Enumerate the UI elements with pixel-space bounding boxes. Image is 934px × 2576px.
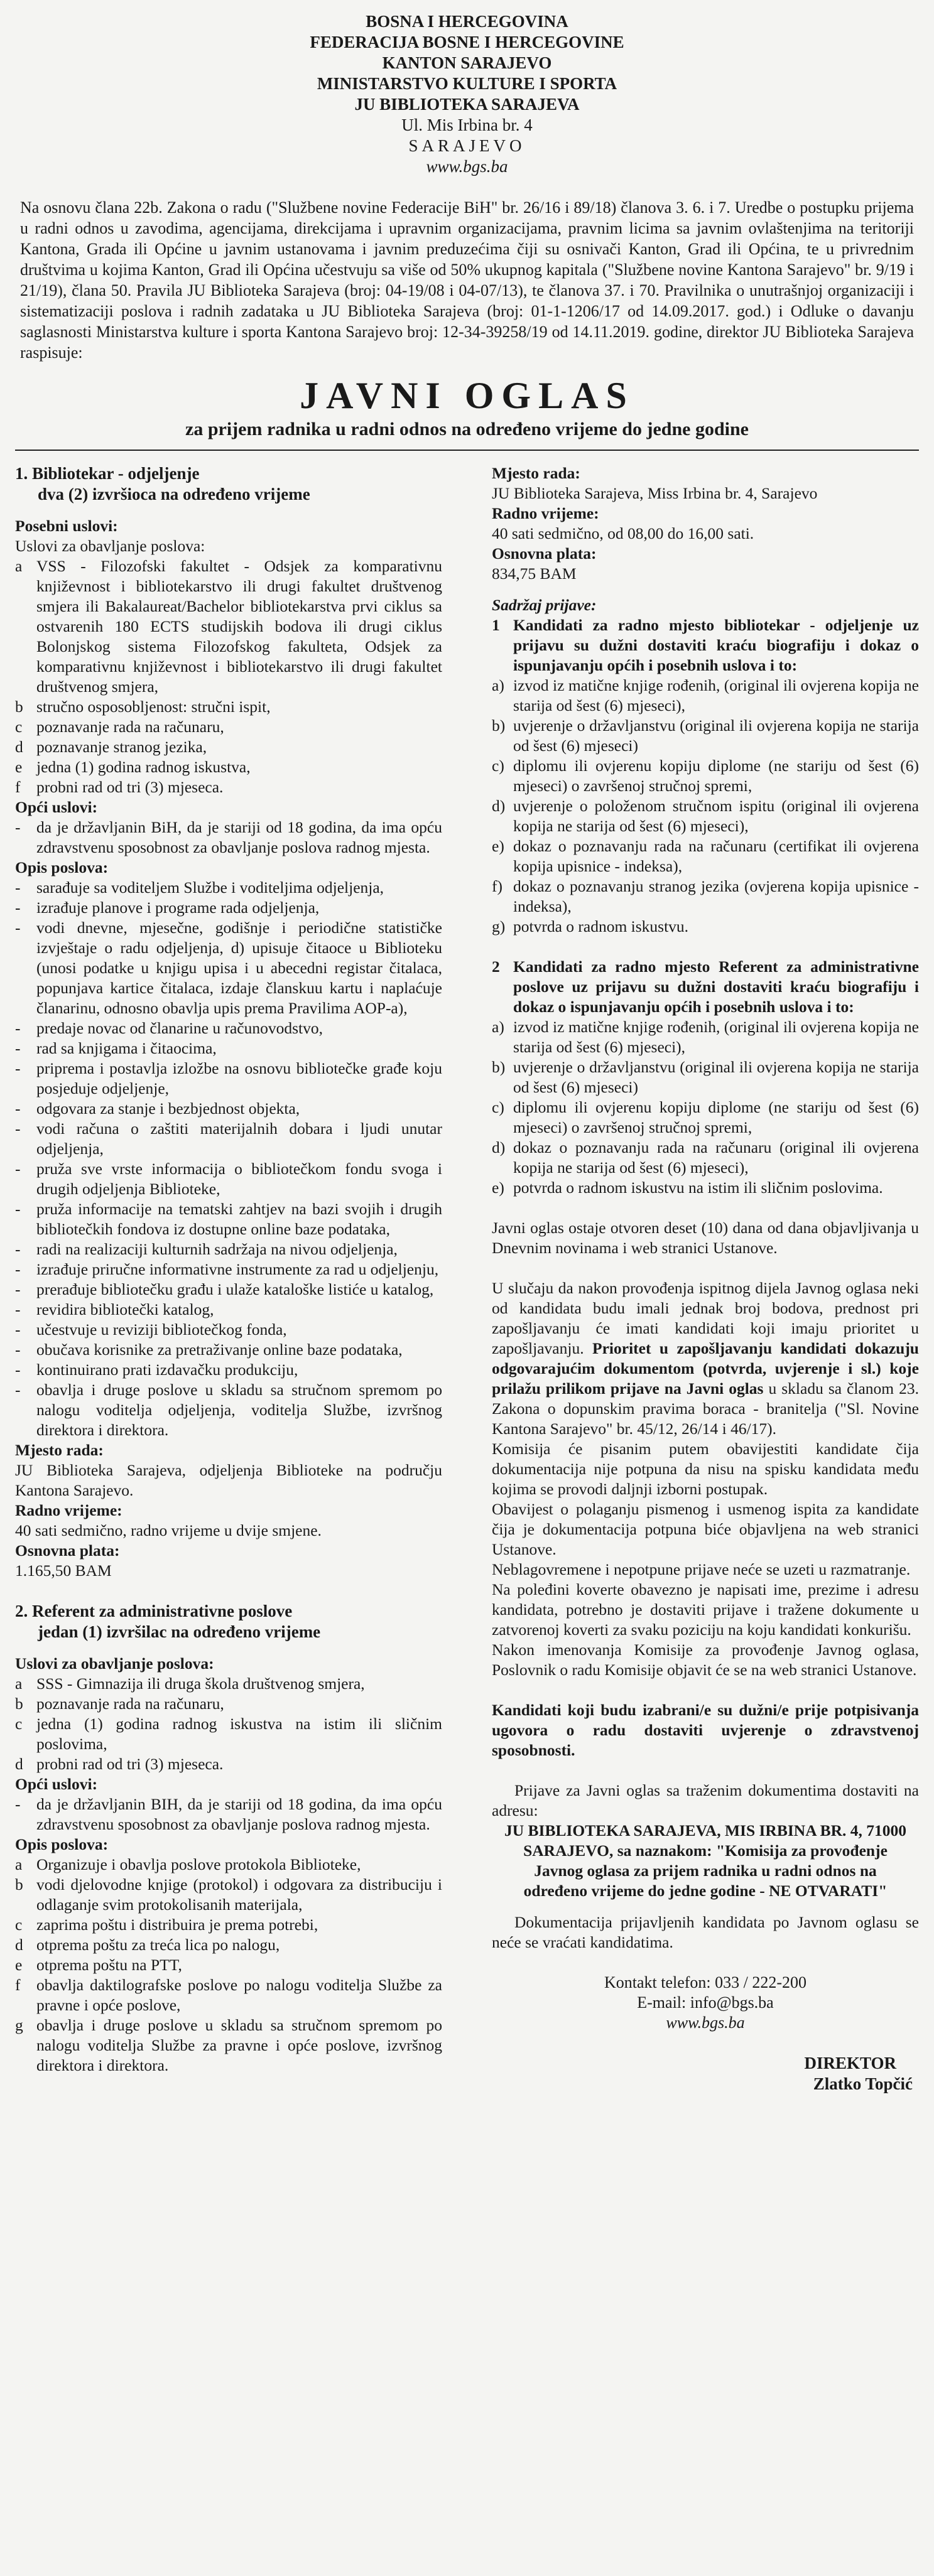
- list-text: izvod iz matične knjige rođenih, (original ili ovjerena kopija ne starija od šest (6) mjeseci),: [513, 1018, 919, 1056]
- list-item: [15, 1119, 442, 1159]
- list-text: uvjerenje o državljanstvu (original ili ovjerena kopija ne starija od šest (6) mjeseci): [513, 716, 919, 755]
- list-item: [15, 1018, 442, 1038]
- list-text: SSS - Gimnazija ili druga škola društvenog smjera,: [36, 1674, 365, 1693]
- section-label: Uslovi za obavljanje poslova:: [15, 1654, 214, 1673]
- list-item: [15, 1855, 442, 1875]
- header-web: www.bgs.ba: [426, 157, 508, 176]
- list-item: [492, 676, 919, 716]
- list-text: otprema poštu na PTT,: [36, 1956, 182, 1974]
- list-item: [492, 1138, 919, 1178]
- list-text: sarađuje sa voditeljem Službe i voditeljima odjeljenja,: [36, 878, 384, 897]
- list-marker: f: [15, 778, 21, 796]
- list-text: obučava korisnike za pretraživanje online baze podataka,: [36, 1340, 403, 1359]
- list-marker: f): [492, 877, 502, 895]
- list-marker: c): [492, 757, 504, 775]
- list-text: da je državljanin BIH, da je stariji od 18 godina, da ima opću zdravstvenu sposobnost za obavljanje poslova radnog mjesta.: [36, 1795, 442, 1833]
- list-marker: -: [15, 919, 21, 937]
- list-text: dokaz o poznavanju stranog jezika (ovjerena kopija upisnice - indeksa),: [513, 877, 919, 915]
- notice-paragraph: Na poleđini koverte obavezno je napisati ime, prezime i adresu kandidata, potrebno je dostaviti prijave i tražene dokumente u zatvorenoj koverti za svaku poziciju na koju kandidati konkurišu.: [492, 1580, 919, 1639]
- list-item: [15, 1380, 442, 1440]
- list-item: [492, 1057, 919, 1097]
- notice-paragraph: Komisija će pisanim putem obavijestiti kandidate čija dokumentacija nije potpuna da nisu na spisku kandidata među kojima se provodi daljnji izborni postupak.: [492, 1440, 919, 1498]
- list-text: izrađuje planove i programe rada odjeljenja,: [36, 898, 320, 917]
- list-text: predaje novac od članarine u računovodstvo,: [36, 1019, 323, 1037]
- list-marker: d: [15, 1755, 23, 1773]
- list-text: priprema i postavlja izložbe na osnovu bibliotečke građe koju posjeduje odjeljenje,: [36, 1059, 442, 1097]
- pos1-conditions: [15, 556, 442, 797]
- notice-paragraph: Neblagovremene i nepotpune prijave neće se uzeti u razmatranje.: [492, 1560, 911, 1578]
- signature-title: DIREKTOR: [804, 2054, 896, 2072]
- list-item: [15, 777, 442, 797]
- content-columns: [0, 463, 934, 2094]
- list-text: pruža informacije na tematski zahtjev na bazi svojih i drugih bibliotečkih fondova iz dostupne online baze podataka,: [36, 1200, 442, 1238]
- list-marker: e: [15, 758, 23, 776]
- list-text: jedna (1) godina radnog iskustva,: [36, 758, 251, 776]
- list-text: zaprima poštu i distribuira je prema potrebi,: [36, 1916, 318, 1934]
- list-item: [15, 1199, 442, 1239]
- list-marker: e: [15, 1956, 23, 1974]
- list-marker: -: [15, 1160, 21, 1178]
- signature-name: Zlatko Topčić: [813, 2074, 913, 2093]
- list-marker: -: [15, 1300, 21, 1318]
- section-label: Opći uslovi:: [15, 798, 98, 816]
- list-item: [15, 898, 442, 918]
- list-item: [15, 1875, 442, 1915]
- list-item: [15, 1714, 442, 1754]
- section-label: Radno vrijeme:: [15, 1501, 122, 1519]
- list-marker: c: [15, 1916, 23, 1934]
- list-marker: -: [15, 1795, 21, 1813]
- list-item: [15, 1280, 442, 1300]
- list-item: [15, 817, 442, 858]
- header-line: MINISTARSTVO KULTURE I SPORTA: [317, 74, 617, 93]
- list-item: [492, 796, 919, 836]
- list-text: kontinuirano prati izdavačku produkciju,: [36, 1361, 298, 1379]
- pos2-salary: 834,75 BAM: [492, 564, 577, 583]
- list-marker: d): [492, 797, 506, 815]
- list-item: [492, 836, 919, 876]
- list-text: VSS - Filozofski fakultet - Odsjek za komparativnu književnost i bibliotekarstvo ili drugi fakultet društvenog smjera ili Bakalaureat/Bachelor bibliotekarstva prvi ciklus sa ostvarenih 180 ECTS studijskih bodova ili drugi ciklus Bolonjskog sistema Filozofskog fakulteta, Odsjek za komparativnu književnost i bibliotekarstvo ili drugi fakultet društvenog smjera,: [36, 557, 442, 696]
- document-header: [0, 0, 934, 177]
- list-text: odgovara za stanje i bezbjednost objekta,: [36, 1099, 300, 1118]
- list-item: [15, 1694, 442, 1714]
- list-text: izvod iz matične knjige rođenih, (original ili ovjerena kopija ne starija od šest (6) mjeseci),: [513, 676, 919, 714]
- list-text: diplomu ili ovjerenu kopiju diplome (ne stariju od šest (6) mjeseci) o završenoj stručnoj spremi,: [513, 757, 919, 795]
- submission-address: JU BIBLIOTEKA SARAJEVA, MIS IRBINA BR. 4, 71000 SARAJEVO, sa naznakom: "Komisija za provođenje Javnog oglasa za prijem radnika u radni odnos na određeno vrijeme do jedne godine - NE OTVARATI": [504, 1821, 907, 1900]
- list-marker: -: [15, 1099, 21, 1118]
- list-marker: -: [15, 1200, 21, 1218]
- list-marker: a: [15, 1855, 23, 1873]
- list-text: potvrda o radnom iskustvu na istim ili sličnim poslovima.: [513, 1178, 883, 1197]
- notice-paragraph: Obavijest o polaganju pismenog i usmenog ispita za kandidate čija je dokumentacija potpuna biće objavljena na web stranici Ustanove.: [492, 1500, 919, 1558]
- list-text: vodi računa o zaštiti materijalnih dobara i ljudi unutar odjeljenja,: [36, 1119, 442, 1158]
- header-line: KANTON SARAJEVO: [382, 53, 552, 72]
- pos1-salary: 1.165,50 BAM: [15, 1561, 112, 1580]
- list-item: [15, 2015, 442, 2076]
- list-item: [492, 1017, 919, 1057]
- list-item: [15, 1300, 442, 1320]
- left-column: [15, 463, 442, 2094]
- document-subtitle: za prijem radnika u radni odnos na određeno vrijeme do jedne godine: [185, 419, 749, 439]
- list-marker: -: [15, 818, 21, 836]
- position-2-subtitle: jedan (1) izvršilac na određeno vrijeme: [38, 1622, 321, 1641]
- list-item: [15, 1794, 442, 1835]
- list-item: [492, 1178, 919, 1198]
- list-item: [15, 1674, 442, 1694]
- list-marker: -: [15, 1361, 21, 1379]
- list-marker: -: [15, 898, 21, 917]
- list-marker: c): [492, 1098, 504, 1116]
- list-item: [15, 1975, 442, 2015]
- list-marker: a): [492, 676, 504, 694]
- list-marker: g: [15, 2016, 23, 2034]
- list-item: [15, 878, 442, 898]
- list-marker: d: [15, 1936, 23, 1954]
- list-text: probni rad od tri (3) mjeseca.: [36, 1755, 224, 1773]
- list-text: uvjerenje o položenom stručnom ispitu (original ili ovjerena kopija ne starija od šest (6) mjeseci),: [513, 797, 919, 835]
- list-item: [15, 1340, 442, 1360]
- header-line: JU BIBLIOTEKA SARAJEVA: [354, 95, 580, 114]
- list-marker: c: [15, 1715, 23, 1733]
- list-marker: b): [492, 716, 506, 735]
- application-block-1: 1 Kandidati za radno mjesto bibliotekar - odjeljenje uz prijavu su dužni dostaviti kraću biografiju i dokaz o ispunjavanju općih i posebnih uslova i to:: [492, 616, 919, 674]
- pos1-location: JU Biblioteka Sarajeva, odjeljenja Biblioteke na području Kantona Sarajevo.: [15, 1461, 442, 1499]
- list-marker: f: [15, 1976, 21, 1994]
- list-text: Organizuje i obavlja poslove protokola Biblioteke,: [36, 1855, 361, 1873]
- notice-paragraph: Dokumentacija prijavljenih kandidata po Javnom oglasu se neće se vraćati kandidatima.: [492, 1913, 919, 1951]
- pos2-general: [15, 1794, 442, 1835]
- list-text: vodi dnevne, mjesečne, godišnje i periodične statističke izvještaje o radu odjeljenja, d) upisuje čitaoce u Biblioteku (unosi podatke u knjigu upisa i u abecedni registar čitalaca, popunjava kartice čitalaca, izdaje članskuu kartu i naplaćuje članarinu, odnosno obavlja upis prema Pravilima AOP-a),: [36, 919, 442, 1017]
- list-text: dokaz o poznavanju rada na računaru (original ili ovjerena kopija ne starija od šest (6) mjeseci),: [513, 1138, 919, 1177]
- header-address: Ul. Mis Irbina br. 4: [401, 116, 533, 134]
- list-text: dokaz o poznavanju rada na računaru (certifikat ili ovjerena kopija upisnice - indeksa),: [513, 837, 919, 875]
- list-item: [492, 1097, 919, 1138]
- application-block-2: 2 Kandidati za radno mjesto Referent za administrativne poslove uz prijavu su dužni dostaviti kraću biografiju i dokaz o ispunjavanju općih i posebnih uslova i to:: [492, 957, 919, 1016]
- list-text: prerađuje bibliotečku građu i ulaže kataloške listiće u katalog,: [36, 1280, 434, 1298]
- list-marker: a): [492, 1018, 504, 1036]
- list-marker: a: [15, 1674, 23, 1693]
- section-label: Radno vrijeme:: [492, 504, 599, 522]
- list-text: poznavanje rada na računaru,: [36, 718, 224, 736]
- list-marker: a: [15, 557, 23, 575]
- pos2-conditions: [15, 1674, 442, 1774]
- section-label: Opći uslovi:: [15, 1775, 98, 1793]
- priority-paragraph: U slučaju da nakon provođenja ispitnog dijela Javnog oglasa neki od kandidata budu imali jednak broj bodova, prednost pri zapošljavanju će imati kandidati koji imaju prioritet u zapošljavanju. Prioritet u zapošljavanju kandidati dokazuju odgovarajućim dokumentom (potvrda, uvjerenje i sl.) koje prilažu prilikom prijave na Javni oglas u skladu sa članom 23. Zakona o dopunskim pravima boraca - branitelja ("Sl. Novine Kantona Sarajevo" br. 45/12, 26/14 i 46/17).: [492, 1279, 920, 1438]
- contact-web: www.bgs.ba: [666, 2013, 745, 2032]
- list-item: [15, 1320, 442, 1340]
- section-label: Mjesto rada:: [15, 1441, 104, 1459]
- application-block-2-head: Kandidati za radno mjesto Referent za administrativne poslove uz prijavu su dužni dostaviti kraću biografiju i dokaz o ispunjavanju općih i posebnih uslova i to:: [513, 957, 919, 1016]
- list-marker: d): [492, 1138, 506, 1156]
- list-item: [15, 737, 442, 757]
- pos1-duties: [15, 878, 442, 1440]
- section-label: Mjesto rada:: [492, 464, 580, 482]
- pos2-location: JU Biblioteka Sarajeva, Miss Irbina br. 4, Sarajevo: [492, 484, 818, 502]
- list-text: revidira bibliotečki katalog,: [36, 1300, 214, 1318]
- header-line: FEDERACIJA BOSNE I HERCEGOVINE: [310, 33, 624, 51]
- list-marker: -: [15, 1260, 21, 1278]
- section-label: Uslovi za obavljanje poslova:: [15, 537, 205, 555]
- application-2-items: [492, 1017, 919, 1198]
- contact-email: E-mail: info@bgs.ba: [637, 1993, 774, 2012]
- list-marker: -: [15, 1340, 21, 1359]
- pos1-hours: 40 sati sedmično, radno vrijeme u dvije smjene.: [15, 1521, 322, 1539]
- header-city: SARAJEVO: [408, 136, 526, 155]
- list-item: [492, 756, 919, 796]
- list-marker: g): [492, 917, 506, 935]
- list-marker: d: [15, 738, 23, 756]
- section-label: Posebni uslovi:: [15, 517, 118, 535]
- list-marker: -: [15, 1320, 21, 1339]
- section-label: Opis poslova:: [15, 1835, 109, 1853]
- list-marker: -: [15, 1059, 21, 1077]
- list-marker: c: [15, 718, 23, 736]
- list-marker: e): [492, 837, 504, 855]
- list-item: [15, 556, 442, 697]
- list-marker: b: [15, 698, 23, 716]
- list-item: [15, 1059, 442, 1099]
- list-text: uvjerenje o državljanstvu (original ili ovjerena kopija ne starija od šest (6) mjeseci): [513, 1058, 919, 1096]
- list-item: [15, 1955, 442, 1975]
- pos1-general: [15, 817, 442, 858]
- list-marker: -: [15, 1381, 21, 1399]
- list-text: vodi djelovodne knjige (protokol) i odgovara za distribuciju i odlaganje svim protokolisanih materijala,: [36, 1875, 442, 1914]
- list-item: [15, 1038, 442, 1059]
- pos2-duties: [15, 1855, 442, 2076]
- application-block-1-head: Kandidati za radno mjesto bibliotekar - odjeljenje uz prijavu su dužni dostaviti kraću biografiju i dokaz o ispunjavanju općih i posebnih uslova i to:: [513, 616, 919, 674]
- position-2-title: 2. Referent za administrativne poslove: [15, 1602, 293, 1620]
- contact-phone: Kontakt telefon: 033 / 222-200: [604, 1973, 807, 1991]
- submission-paragraph: Prijave za Javni oglas sa traženim dokumentima dostaviti na adresu:: [492, 1781, 919, 1819]
- list-marker: b): [492, 1058, 506, 1076]
- list-text: obavlja i druge poslove u skladu sa stručnom spremom po nalogu voditelja Službe za pravne i opće poslove, izvršnog direktora i direktora.: [36, 2016, 442, 2074]
- list-marker: -: [15, 1019, 21, 1037]
- list-item: [15, 1360, 442, 1380]
- position-1-title: 1. Bibliotekar - odjeljenje: [15, 464, 200, 483]
- list-text: radi na realizaciji kulturnih sadržaja na nivou odjeljenja,: [36, 1240, 398, 1258]
- list-text: otprema poštu za treća lica po nalogu,: [36, 1936, 280, 1954]
- list-item: [15, 1099, 442, 1119]
- pos2-hours: 40 sati sedmično, od 08,00 do 16,00 sati.: [492, 524, 754, 542]
- list-text: poznavanje rada na računaru,: [36, 1695, 224, 1713]
- list-item: [15, 717, 442, 737]
- list-text: učestvuje u reviziji bibliotečkog fonda,: [36, 1320, 287, 1339]
- list-item: [492, 876, 919, 917]
- intro-paragraph: Na osnovu člana 22b. Zakona o radu ("Službene novine Federacije BiH" br. 26/16 i 89/18) članova 3. 6. i 7. Uredbe o postupku prijema u radni odnos u zavodima, agencijama, direkcijama i upravnim organizacijama, pravnim licima sa javnim ovlaštenjima na teritoriji Kantona, Grada ili Općine u javnim ustanovama i javnim preduzećima čiji su osnivači Kanton, Grad ili Općina, te u privrednim društvima u kojima Kanton, Grad ili Općina učestvuju sa više od 50% ukupnog kapitala ("Službene novine Kantona Sarajevo" br. 9/19 i 21/19), člana 50. Pravila JU Biblioteka Sarajeva (broj: 04-19/08 i 04-07/13), te članova 37. i 70. Pravilnika o unutrašnjoj organizaciji i sistematizaciji poslova i radnih zadataka u JU Biblioteka Sarajeva (broj: 01-1-1206/17 od 14.09.2017. god.) i Odluke o davanju saglasnosti Ministarstva kulture i sporta Kantona Sarajevo broj: 12-34-39258/19 od 14.11.2019. godine, direktor JU Biblioteka Sarajeva raspisuje:: [20, 198, 914, 362]
- list-item: [15, 1935, 442, 1955]
- list-item: [15, 1239, 442, 1259]
- divider: [15, 450, 919, 451]
- list-text: probni rad od tri (3) mjeseca.: [36, 778, 224, 796]
- list-marker: e): [492, 1178, 504, 1197]
- list-text: pruža sve vrste informacija o bibliotečkom fondu svoga i drugih odjeljenja Biblioteke,: [36, 1160, 442, 1198]
- position-1-subtitle: dva (2) izvršioca na određeno vrijeme: [38, 485, 310, 504]
- list-text: potvrda o radnom iskustvu.: [513, 917, 689, 935]
- list-marker: b: [15, 1695, 23, 1713]
- list-text: jedna (1) godina radnog iskustva na istim ili sličnim poslovima,: [36, 1715, 442, 1753]
- list-marker: -: [15, 1240, 21, 1258]
- list-item: [15, 757, 442, 777]
- list-text: da je državljanin BiH, da je stariji od 18 godina, da ima opću zdravstvenu sposobnost za obavljanje poslova radnog mjesta.: [36, 818, 442, 856]
- section-label: Sadržaj prijave:: [492, 596, 597, 614]
- list-item: [492, 917, 919, 937]
- header-line: BOSNA I HERCEGOVINA: [366, 12, 568, 31]
- list-item: [15, 918, 442, 1018]
- list-text: obavlja daktilografske poslove po nalogu voditelja Službe za pravne i opće poslove,: [36, 1976, 442, 2014]
- section-label: Osnovna plata:: [492, 544, 597, 563]
- health-certificate-paragraph: Kandidati koji budu izabrani/e su dužni/e prije potpisivanja ugovora o radu dostaviti uvjerenje o zdravstvenoj sposobnosti.: [492, 1701, 919, 1759]
- list-text: obavlja i druge poslove u skladu sa stručnom spremom po nalogu voditelja odjeljenja, voditelja Službe, izvršnog direktora i direktora.: [36, 1381, 442, 1439]
- list-item: [492, 716, 919, 756]
- list-marker: -: [15, 878, 21, 897]
- right-column: [492, 463, 919, 2094]
- list-item: [15, 1159, 442, 1199]
- list-item: [15, 697, 442, 717]
- list-text: poznavanje stranog jezika,: [36, 738, 207, 756]
- list-text: izrađuje priručne informativne instrumente za rad u odjeljenju,: [36, 1260, 439, 1278]
- list-text: rad sa knjigama i čitaocima,: [36, 1039, 217, 1057]
- list-text: stručno osposobljenost: stručni ispit,: [36, 698, 271, 716]
- list-marker: -: [15, 1280, 21, 1298]
- list-text: diplomu ili ovjerenu kopiju diplome (ne stariju od šest (6) mjeseci) o završenoj stručnoj spremi,: [513, 1098, 919, 1136]
- section-label: Osnovna plata:: [15, 1541, 120, 1560]
- list-item: [15, 1259, 442, 1280]
- list-item: [15, 1754, 442, 1774]
- list-marker: b: [15, 1875, 23, 1894]
- notice-paragraph: Javni oglas ostaje otvoren deset (10) dana od dana objavljivanja u Dnevnim novinama i web stranici Ustanove.: [492, 1219, 919, 1257]
- list-marker: -: [15, 1119, 21, 1138]
- list-marker: -: [15, 1039, 21, 1057]
- section-label: Opis poslova:: [15, 858, 109, 876]
- notice-paragraph: Nakon imenovanja Komisije za provođenje Javnog oglasa, Poslovnik o radu Komisije objavit će se na web stranici Ustanove.: [492, 1641, 919, 1679]
- document-title: JAVNI OGLAS: [300, 375, 634, 416]
- application-1-items: [492, 676, 919, 937]
- list-item: [15, 1915, 442, 1935]
